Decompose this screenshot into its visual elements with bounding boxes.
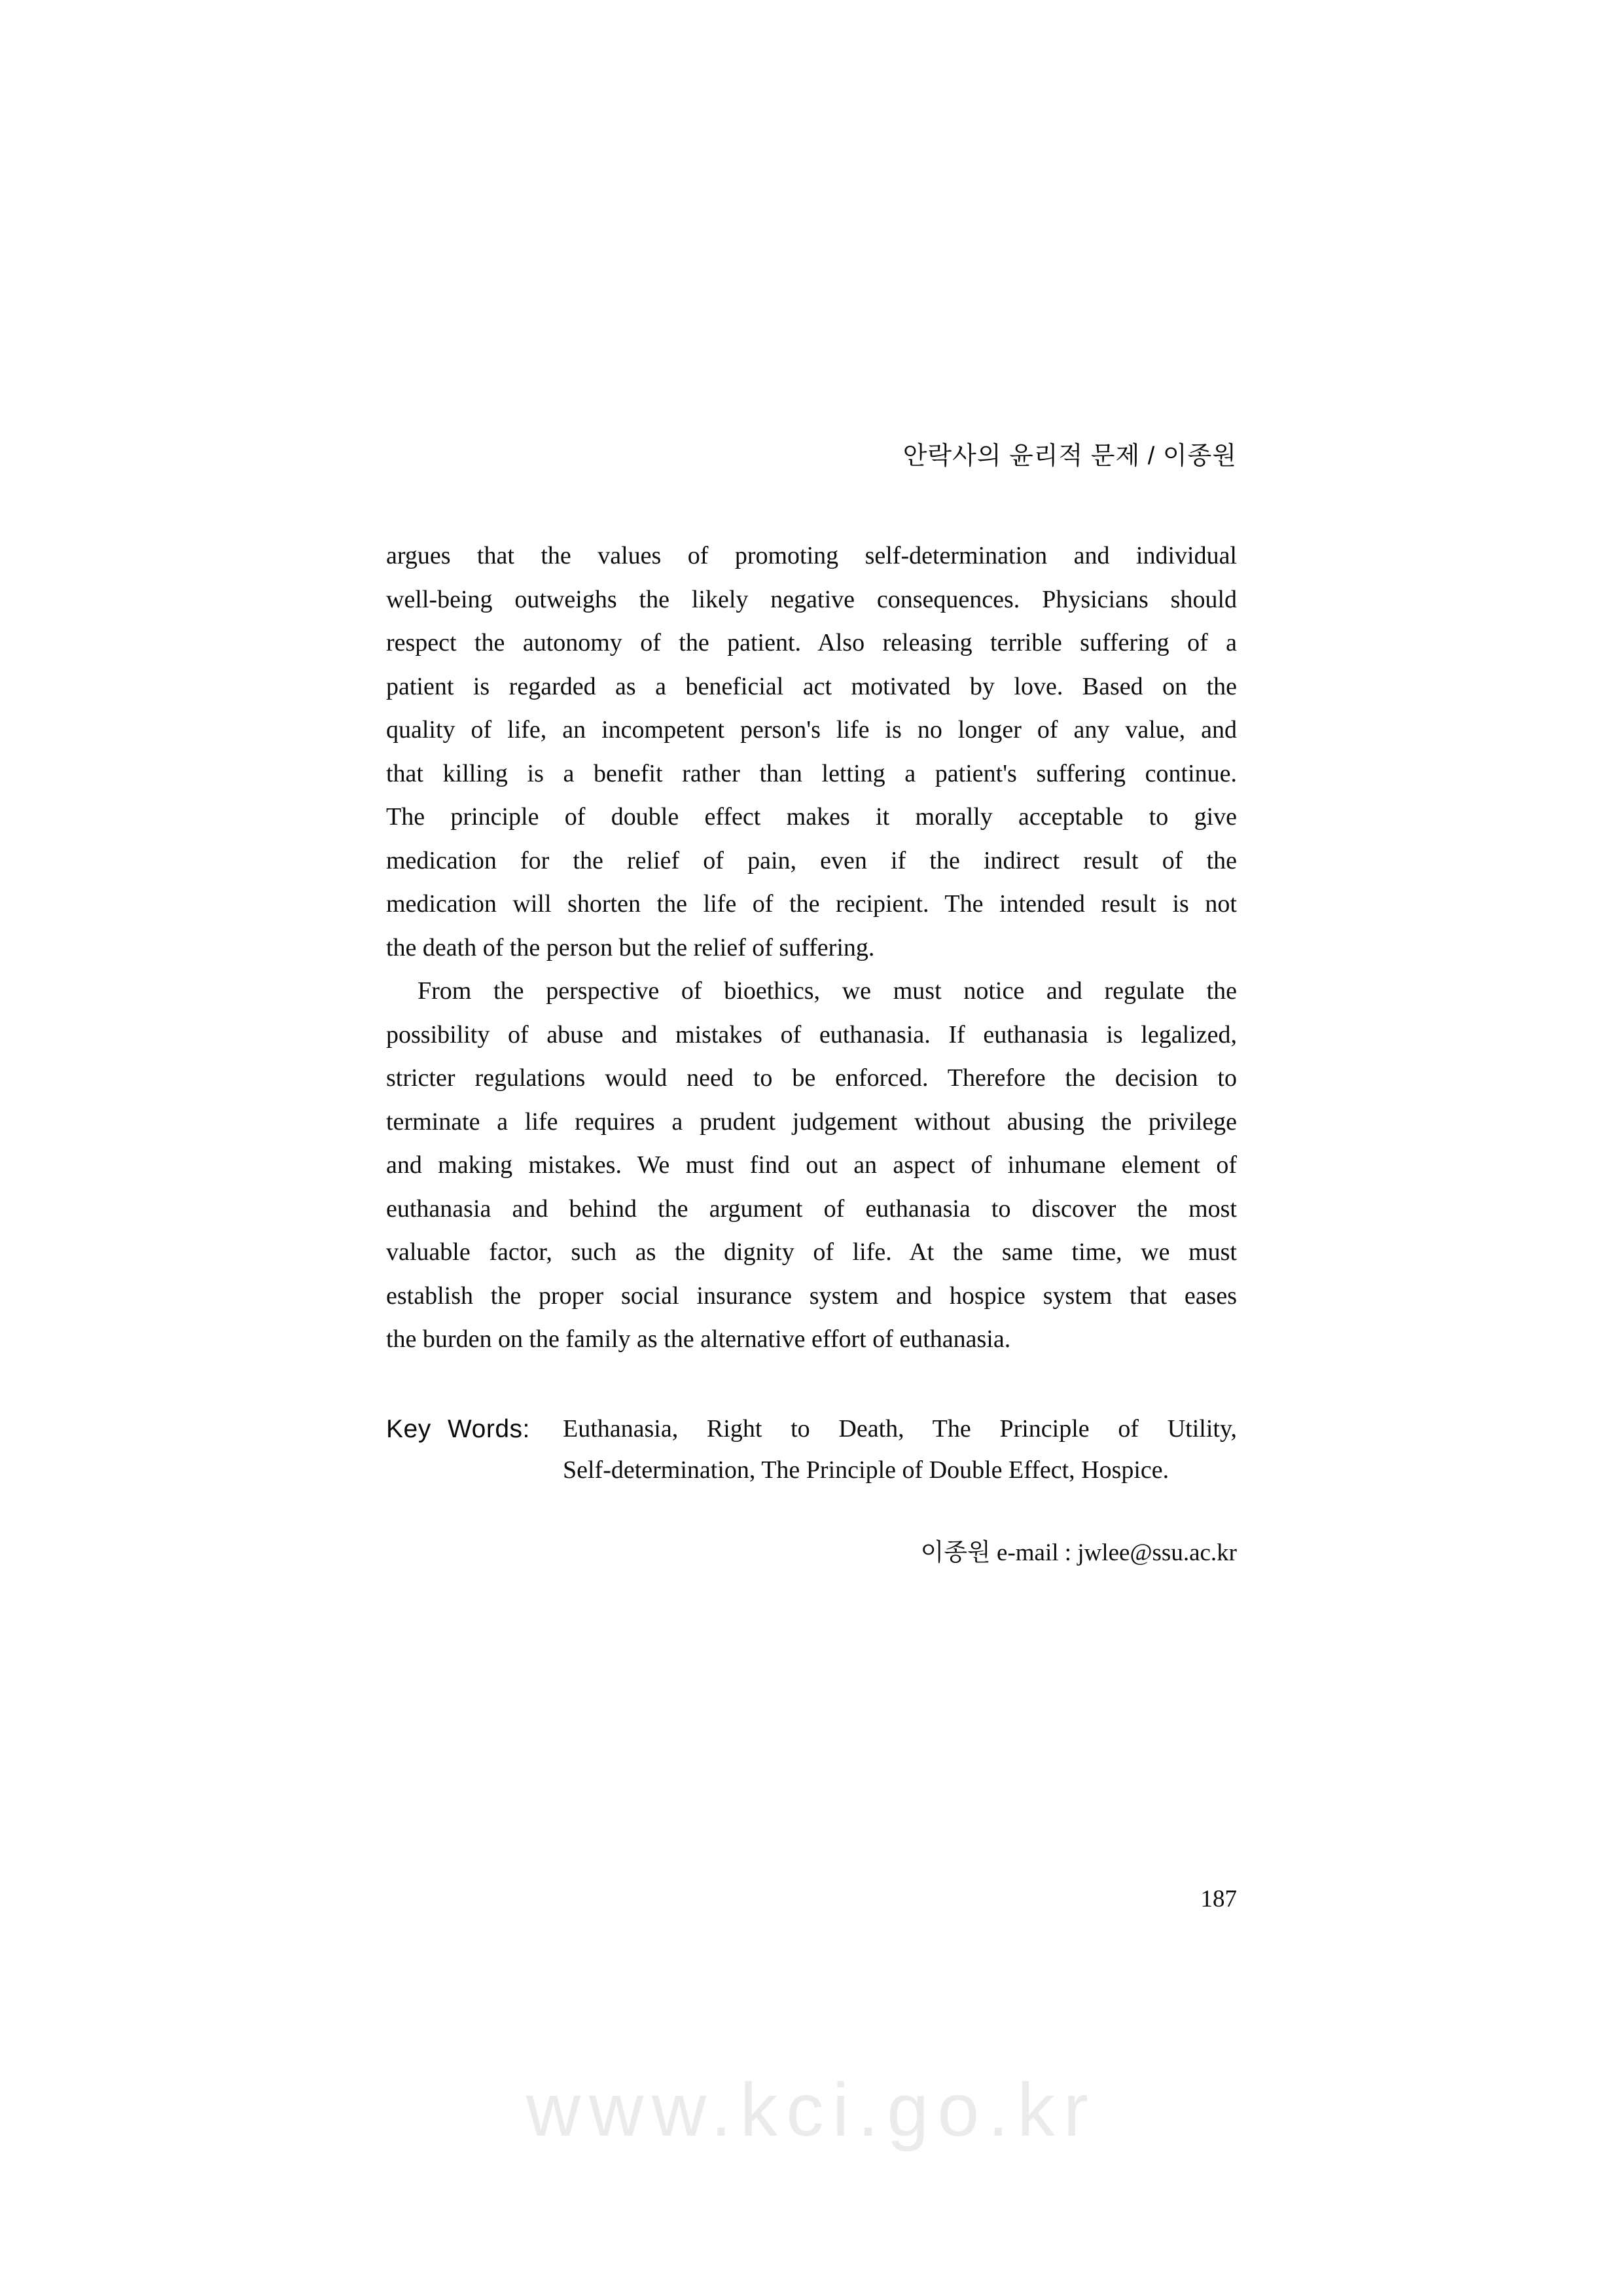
abstract-body [386,534,1237,1361]
text-line: the burden on the family as the alternative effort of euthanasia. [386,1325,1011,1353]
text-line: Self-determination, The Principle of Double Effect, Hospice. [563,1456,1169,1484]
abstract-paragraph-1 [386,534,1237,969]
text-line: and making mistakes. We must find out an aspect of inhumane element of [386,1151,1237,1179]
text-line: that killing is a benefit rather than letting a patient's suffering continue. [386,759,1237,787]
author-email: 이종원 e-mail : jwlee@ssu.ac.kr [920,1539,1237,1566]
text-line: respect the autonomy of the patient. Also releasing terrible suffering of a [386,629,1237,656]
text-line: patient is regarded as a beneficial act motivated by love. Based on the [386,672,1237,700]
text-line: medication will shorten the life of the recipient. The intended result is not [386,890,1237,918]
text-line: The principle of double effect makes it morally acceptable to give [386,803,1237,831]
text-line: medication for the relief of pain, even if the indirect result of the [386,846,1237,874]
keywords-label: Key Words: [386,1415,530,1443]
text-line: quality of life, an incompetent person's life is no longer of any value, and [386,716,1237,744]
kci-watermark: www.kci.go.kr [526,2068,1097,2152]
text-line: argues that the values of promoting self-determination and individual [386,542,1237,569]
text-line: establish the proper social insurance system and hospice system that eases [386,1282,1237,1310]
text-line: possibility of abuse and mistakes of euthanasia. If euthanasia is legalized, [386,1020,1237,1049]
text-line: well-being outweighs the likely negative consequences. Physicians should [386,585,1237,613]
text-line: valuable factor, such as the dignity of life. At the same time, we must [386,1238,1237,1266]
text-line: the death of the person but the relief of suffering. [386,933,875,961]
running-header: 안락사의 윤리적 문제 / 이종원 [902,442,1237,470]
keywords-list [563,1408,1237,1491]
text-line: terminate a life requires a prudent judgement without abusing the privilege [386,1107,1237,1136]
text-line: Euthanasia, Right to Death, The Principle of Utility, [563,1415,1237,1443]
text-line: stricter regulations would need to be enforced. Therefore the decision to [386,1064,1237,1092]
page-number: 187 [1200,1886,1237,1912]
abstract-paragraph-2 [386,969,1237,1361]
text-line: euthanasia and behind the argument of euthanasia to discover the most [386,1194,1237,1223]
keywords-section [386,1408,1237,1491]
text-line: From the perspective of bioethics, we must notice and regulate the [418,977,1237,1005]
